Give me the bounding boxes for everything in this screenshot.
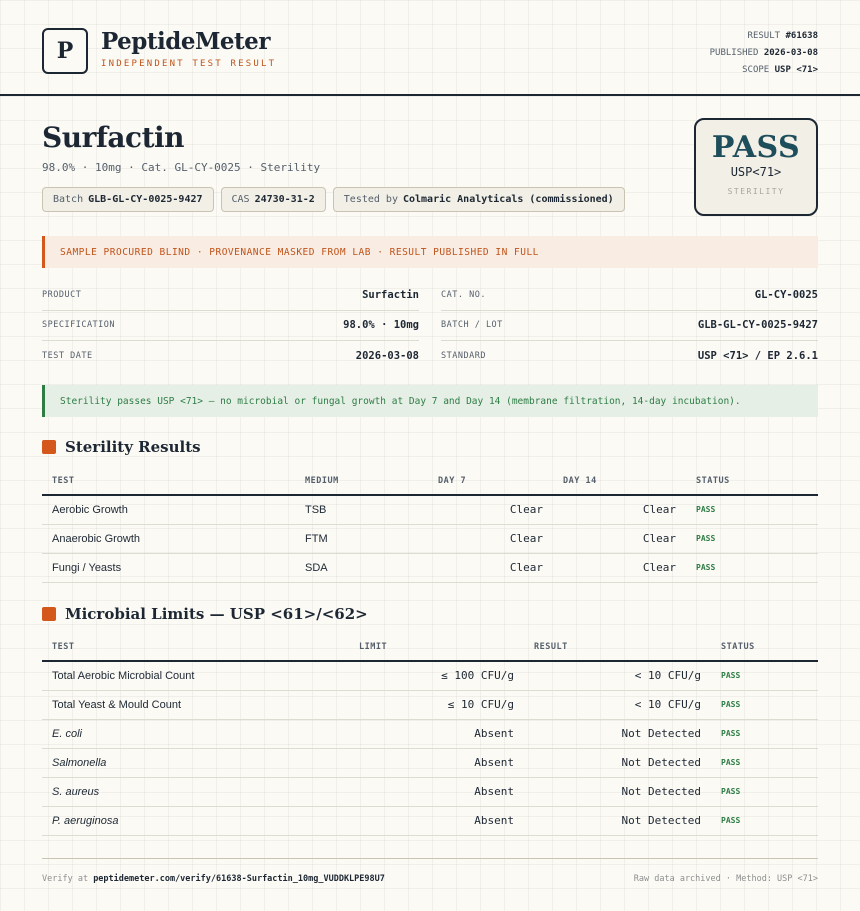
archive-note: Raw data archived · Method: USP <71> [633,874,818,884]
info-row-standard: STANDARD USP <71> / EP 2.6.1 [441,350,818,363]
table-cell: ≤ 10 CFU/g [349,690,524,719]
tested-by-chip: Tested by Colmaric Analyticals (commissioned) [333,187,625,212]
table-row [42,690,818,719]
table-header-row [42,467,818,495]
brand-logo: P [42,28,88,74]
verdict-scope: STERILITY [727,187,785,196]
table-cell: Absent [349,748,524,777]
table-cell: < 10 CFU/g [524,690,711,719]
info-row-cat-no: CAT. NO. GL-CY-0025 [441,280,818,311]
verify-line: Verify at peptidemeter.com/verify/61638-Surfactin_10mg_VUDDKLPE98U7 [42,874,385,884]
info-grid-left [42,280,419,372]
batch-chip: Batch GLB-GL-CY-0025-9427 [42,187,214,212]
table-cell: Fungi / Yeasts [42,553,295,582]
microbial-section-header [42,605,368,623]
report-header [0,0,860,96]
table-cell: Clear [428,524,553,553]
table-cell: Clear [553,553,686,582]
table-cell: Aerobic Growth [42,495,295,524]
verify-link[interactable]: peptidemeter.com/verify/61638-Surfactin_10mg_VUDDKLPE98U7 [93,874,385,884]
table-cell: P. aeruginosa [42,806,349,835]
table-cell: < 10 CFU/g [524,661,711,690]
status-badge: PASS [711,777,818,806]
info-grid-right [441,280,818,372]
sterility-section-header [42,438,201,456]
info-row-specification: SPECIFICATION 98.0% · 10mg [42,311,419,342]
status-badge: PASS [686,524,818,553]
column-header: TEST [42,467,295,495]
table-row [42,661,818,690]
table-row [42,524,818,553]
table-cell: Clear [553,524,686,553]
table-row [42,553,818,582]
column-header: DAY 7 [428,467,553,495]
meta-result: RESULT #61638 [747,31,818,41]
table-cell: Not Detected [524,748,711,777]
status-badge: PASS [711,690,818,719]
brand-name: PeptideMeter [101,28,270,55]
verdict-standard: USP<71> [730,165,782,179]
result-number: #61638 [785,31,818,41]
meta-scope: SCOPE USP <71> [742,65,818,75]
column-header: STATUS [686,467,818,495]
status-badge: PASS [711,661,818,690]
table-cell: S. aureus [42,777,349,806]
column-header: RESULT [524,633,711,661]
microbial-section-title: Microbial Limits — USP <61>/<62> [65,605,368,623]
column-header: LIMIT [349,633,524,661]
status-badge: PASS [711,748,818,777]
table-cell: Clear [428,553,553,582]
blind-sample-notice: SAMPLE PROCURED BLIND · PROVENANCE MASKED FROM LAB · RESULT PUBLISHED IN FULL [42,236,818,268]
sterility-table [42,467,818,583]
verdict-badge [694,118,818,216]
table-cell: TSB [295,495,428,524]
status-badge: PASS [686,553,818,582]
table-row [42,495,818,524]
report-meta [710,28,818,79]
info-row-batch-lot: BATCH / LOT GLB-GL-CY-0025-9427 [441,311,818,342]
scope-value: USP <71> [774,65,818,75]
report-footer [42,858,818,884]
microbial-table [42,633,818,836]
table-cell: Salmonella [42,748,349,777]
cas-chip: CAS 24730-31-2 [221,187,326,212]
info-row-product: PRODUCT Surfactin [42,280,419,311]
table-cell: Not Detected [524,719,711,748]
table-cell: E. coli [42,719,349,748]
table-header-row [42,633,818,661]
status-badge: PASS [711,719,818,748]
table-cell: Anaerobic Growth [42,524,295,553]
meta-published: PUBLISHED 2026-03-08 [709,48,818,58]
published-date: 2026-03-08 [763,48,818,58]
table-cell: Total Yeast & Mould Count [42,690,349,719]
table-cell: Total Aerobic Microbial Count [42,661,349,690]
sterility-section-title: Sterility Results [65,438,201,456]
table-cell: FTM [295,524,428,553]
section-marker-icon [42,607,56,621]
column-header: STATUS [711,633,818,661]
table-cell: Not Detected [524,806,711,835]
table-cell: Absent [349,806,524,835]
section-marker-icon [42,440,56,454]
column-header: DAY 14 [553,467,686,495]
table-cell: Clear [428,495,553,524]
table-cell: Not Detected [524,777,711,806]
product-chips [42,187,625,212]
product-title: Surfactin [42,121,184,154]
verdict-status: PASS [711,130,801,165]
status-badge: PASS [686,495,818,524]
table-cell: Absent [349,719,524,748]
table-row [42,806,818,835]
brand-tagline: INDEPENDENT TEST RESULT [101,59,277,69]
table-cell: Clear [553,495,686,524]
column-header: TEST [42,633,349,661]
sterility-summary-notice: Sterility passes USP <71> — no microbial or fungal growth at Day 7 and Day 14 (membrane filtration, 14-day incubation). [42,385,818,417]
product-subtitle: 98.0% · 10mg · Cat. GL-CY-0025 · Sterility [42,161,321,174]
info-row-test-date: TEST DATE 2026-03-08 [42,350,419,363]
column-header: MEDIUM [295,467,428,495]
table-row [42,777,818,806]
status-badge: PASS [711,806,818,835]
table-cell: Absent [349,777,524,806]
table-row [42,719,818,748]
table-cell: ≤ 100 CFU/g [349,661,524,690]
table-row [42,748,818,777]
table-cell: SDA [295,553,428,582]
